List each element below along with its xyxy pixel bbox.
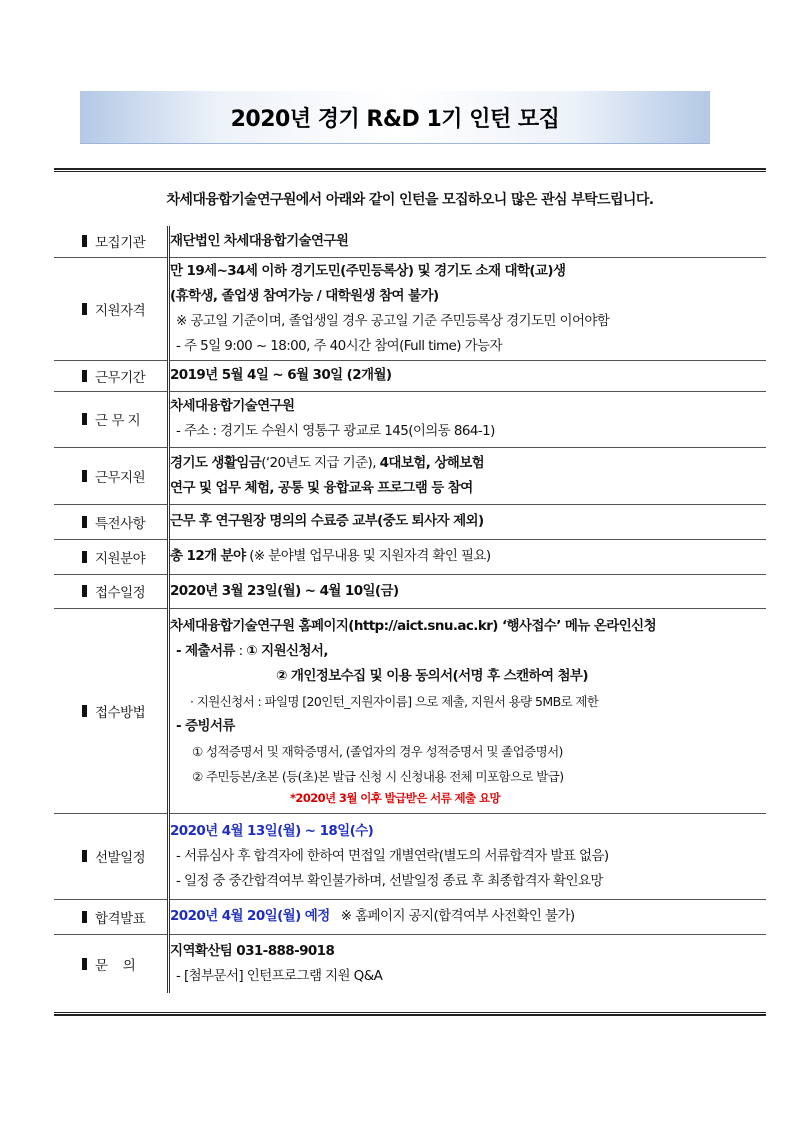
field-total: 총 12개 분야 bbox=[170, 548, 246, 564]
row-benefit bbox=[54, 504, 766, 539]
support-wage: 경기도 생활임금 bbox=[170, 454, 262, 471]
documents-label: - 제출서류 bbox=[176, 643, 235, 659]
row-location bbox=[54, 391, 766, 447]
row-label: 특전사항 bbox=[95, 515, 146, 532]
row-period bbox=[54, 360, 766, 391]
bottom-divider bbox=[54, 1012, 766, 1016]
square-bullet-icon bbox=[82, 235, 87, 247]
row-label: 접수방법 bbox=[95, 704, 146, 721]
support-program: 연구 및 업무 체험, 공통 및 융합교육 프로그램 등 참여 bbox=[170, 479, 473, 496]
row-announce bbox=[54, 899, 766, 934]
row-method bbox=[54, 608, 766, 813]
announce-date bbox=[170, 904, 766, 929]
row-label: 합격발표 bbox=[95, 910, 146, 927]
announce-note: ※ 홈페이지 공지(합격여부 사전확인 불가) bbox=[329, 908, 575, 924]
row-support bbox=[54, 447, 766, 504]
square-bullet-icon bbox=[82, 958, 87, 970]
square-bullet-icon bbox=[82, 705, 87, 717]
work-period: 2019년 5월 4일 ~ 6월 30일 (2개월) bbox=[170, 367, 392, 383]
square-bullet-icon bbox=[82, 850, 87, 862]
square-bullet-icon bbox=[82, 911, 87, 923]
eligibility-note: (휴학생, 졸업생 참여가능 / 대학원생 참여 불가) bbox=[170, 287, 439, 304]
title-banner bbox=[80, 91, 710, 144]
row-selection bbox=[54, 813, 766, 899]
eligibility-remark: ※ 공고일 기준이며, 졸업생일 경우 공고일 기준 주민등록상 경기도민 이어야함 bbox=[176, 312, 610, 329]
square-bullet-icon bbox=[82, 516, 87, 528]
proof-transcript: ① 성적증명서 및 재학증명서, (졸업자의 경우 성적증명서 및 졸업증명서) bbox=[192, 744, 563, 759]
contact-attachment: - [첨부문서] 인턴프로그램 지원 Q&A bbox=[176, 967, 383, 984]
row-label: 지원분야 bbox=[95, 550, 146, 567]
selection-period: 2020년 4월 13일(월) ~ 18일(수) bbox=[170, 822, 374, 839]
row-label: 근무지원 bbox=[95, 469, 146, 486]
support-benefits bbox=[170, 451, 766, 476]
square-bullet-icon bbox=[82, 470, 87, 482]
top-divider bbox=[54, 168, 766, 172]
row-label: 지원자격 bbox=[95, 302, 146, 319]
square-bullet-icon bbox=[82, 551, 87, 563]
intro-text: 차세대융합기술연구원에서 아래와 같이 인턴을 모집하오니 많은 관심 부탁드립니다. bbox=[166, 192, 654, 208]
eligibility-hours: - 주 5일 9:00 ~ 18:00, 주 40시간 참여(Full time) 가능자 bbox=[176, 337, 502, 354]
square-bullet-icon bbox=[82, 303, 87, 315]
agency-name: 재단법인 차세대융합기술연구원 bbox=[170, 232, 349, 249]
field-count bbox=[170, 544, 766, 569]
square-bullet-icon bbox=[82, 413, 87, 425]
square-bullet-icon bbox=[82, 585, 87, 597]
application-period: 2020년 3월 23일(월) ~ 4월 10일(금) bbox=[170, 582, 399, 599]
document-consent: ② 개인정보수집 및 이용 동의서(서명 후 스캔하여 첨부) bbox=[276, 668, 588, 684]
documents-colon: : bbox=[234, 643, 247, 659]
row-contact bbox=[54, 934, 766, 993]
row-label: 근 무 지 bbox=[95, 413, 141, 429]
proof-resident-record: ② 주민등본/초본 (등(초)본 발급 신청 시 신청내용 전체 미포함으로 발급) bbox=[192, 769, 564, 784]
support-insurance: 4대보험, 상해보험 bbox=[379, 454, 485, 471]
benefit-certificate: 근무 후 연구원장 명의의 수료증 교부(중도 퇴사자 제외) bbox=[170, 513, 484, 529]
row-label: 선발일정 bbox=[95, 850, 146, 866]
document-filename-rule: · 지원신청서 : 파일명 [20인턴_지원자이름] 으로 제출, 지원서 용량 5MB로 제한 bbox=[190, 694, 599, 709]
row-field bbox=[54, 539, 766, 574]
proof-documents-label: - 증빙서류 bbox=[176, 718, 235, 734]
eligibility-age: 만 19세~34세 이하 경기도민(주민등록상) 및 경기도 소재 대학(교)생 bbox=[170, 262, 566, 279]
row-schedule bbox=[54, 574, 766, 608]
row-label: 모집기관 bbox=[95, 235, 146, 252]
row-label: 접수일정 bbox=[95, 585, 146, 601]
work-address: - 주소 : 경기도 수원시 영통구 광교로 145(이의동 864-1) bbox=[176, 423, 495, 439]
method-documents bbox=[170, 639, 766, 664]
document-date-warning: *2020년 3월 이후 발급받은 서류 제출 요망 bbox=[290, 791, 500, 805]
document-application: ① 지원신청서, bbox=[246, 643, 328, 659]
recruitment-info-table bbox=[54, 226, 766, 993]
page-title: 2020년 경기 R&D 1기 인턴 모집 bbox=[230, 106, 560, 132]
row-agency bbox=[54, 226, 766, 257]
announce-date-value: 2020년 4월 20일(월) 예정 bbox=[170, 908, 330, 924]
contact-phone: 지역확산팀 031-888-9018 bbox=[170, 942, 335, 959]
selection-interview: - 서류심사 후 합격자에 한하여 면접일 개별연락(별도의 서류합격자 발표 없음) bbox=[176, 847, 609, 864]
selection-final: - 일정 중 중간합격여부 확인불가하며, 선발일정 종료 후 최종합격자 확인요망 bbox=[176, 872, 603, 889]
square-bullet-icon bbox=[82, 370, 87, 382]
work-place: 차세대융합기술연구원 bbox=[170, 398, 295, 414]
method-online: 차세대융합기술연구원 홈페이지(http://aict.snu.ac.kr) ‘행사접수’ 메뉴 온라인신청 bbox=[170, 618, 657, 634]
support-wage-note: (‘20년도 지급 기준), bbox=[261, 454, 380, 471]
row-label: 근무기간 bbox=[95, 369, 146, 386]
row-eligibility bbox=[54, 257, 766, 360]
field-note: (※ 분야별 업무내용 및 지원자격 확인 필요) bbox=[245, 548, 491, 564]
row-label: 문 의 bbox=[95, 957, 136, 974]
